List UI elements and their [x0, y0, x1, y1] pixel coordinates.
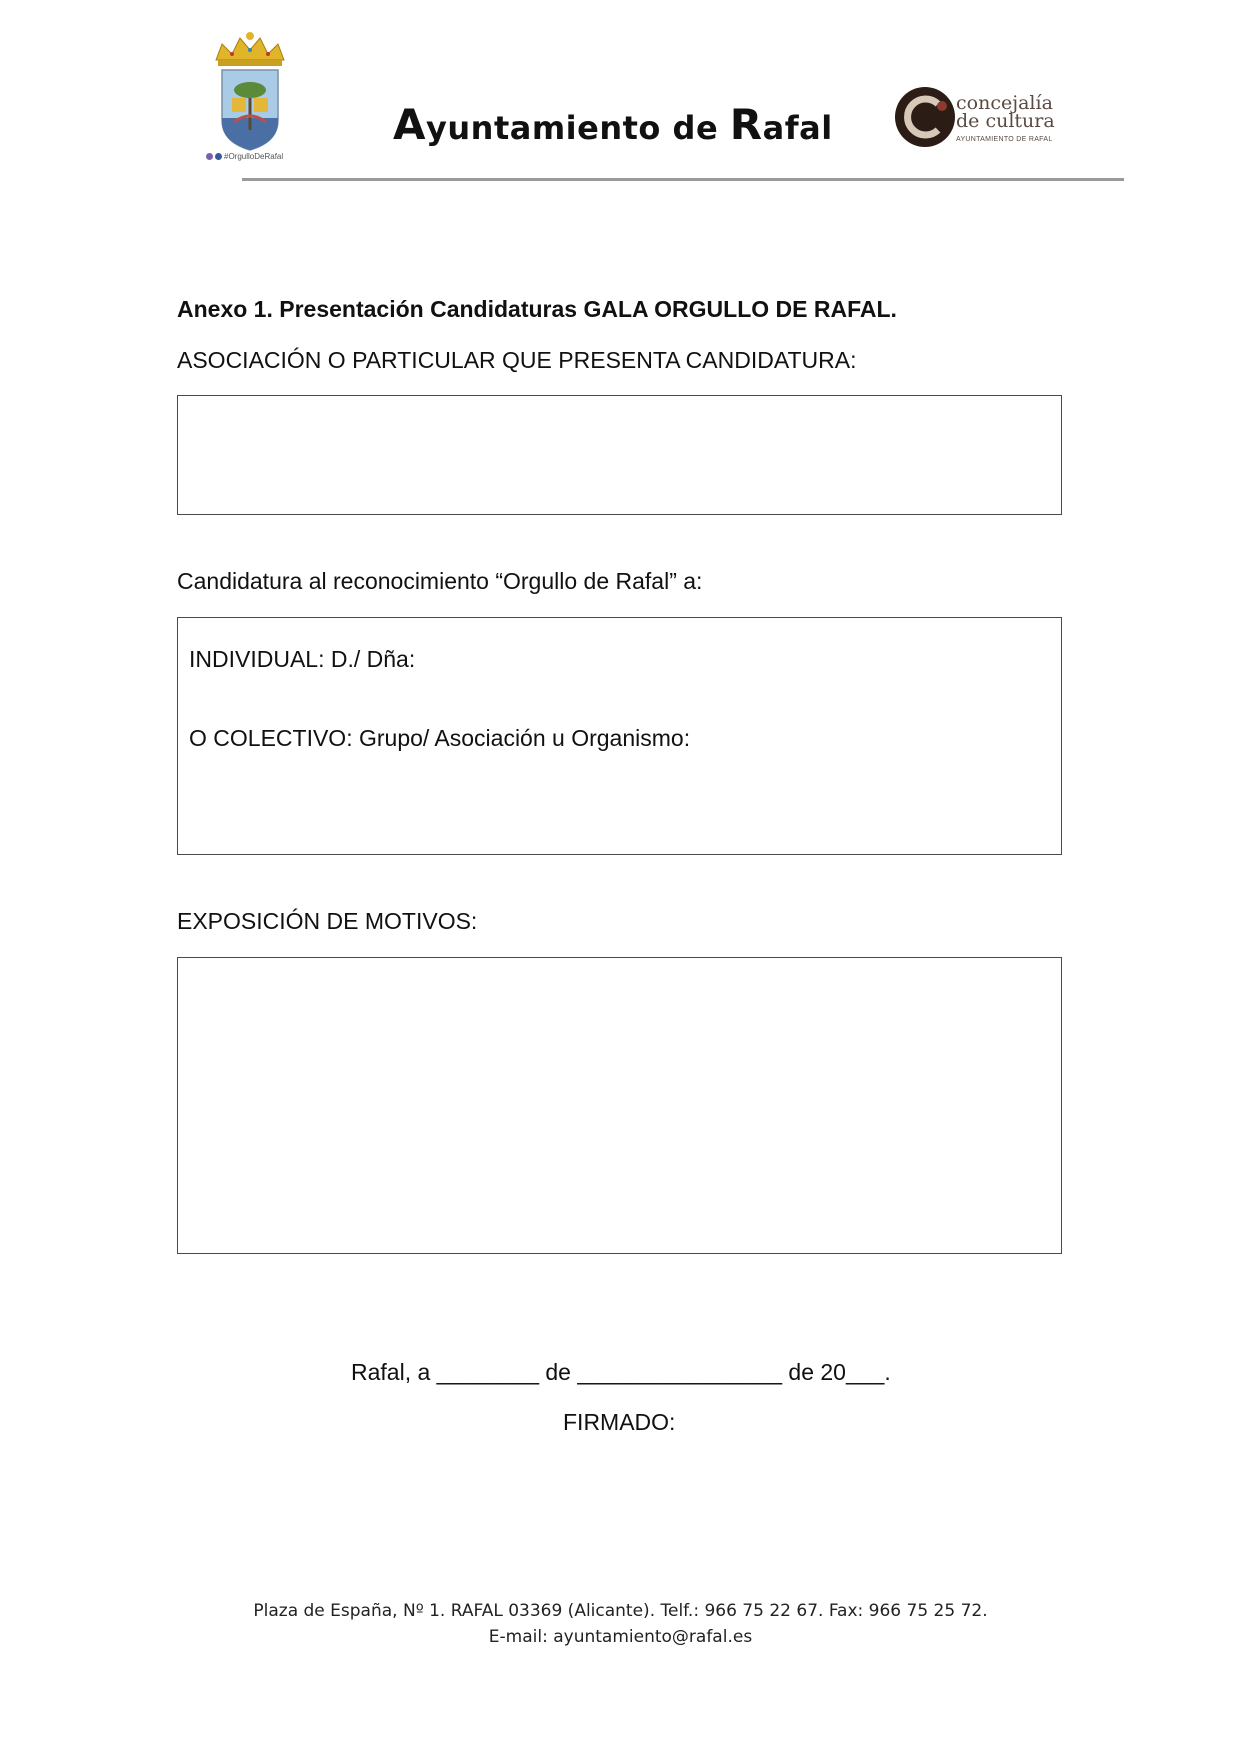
concejalia-line3: AYUNTAMIENTO DE RAFAL [956, 136, 1053, 143]
presenter-field[interactable] [177, 395, 1062, 515]
concejalia-line2: de cultura [956, 110, 1055, 132]
concejalia-wordmark [956, 94, 1055, 149]
date-line: Rafal, a ________ de ________________ de 20___. [351, 1359, 891, 1385]
page-title [393, 100, 833, 149]
collective-label: O COLECTIVO: Grupo/ Asociación u Organismo: [189, 725, 691, 751]
title-part1: yuntamiento de [426, 109, 730, 147]
annex-title: Anexo 1. Presentación Candidaturas GALA ORGULLO DE RAFAL. [177, 296, 897, 322]
footer-email: E-mail: ayuntamiento@rafal.es [488, 1627, 753, 1647]
signed-label: FIRMADO: [563, 1409, 676, 1435]
title-part2: afal [762, 109, 833, 147]
motives-label: EXPOSICIÓN DE MOTIVOS: [177, 908, 478, 934]
individual-label: INDIVIDUAL: D./ Dña: [189, 646, 416, 672]
coat-hashtag: #OrgulloDeRafal [224, 151, 284, 161]
facebook-icon [215, 153, 222, 160]
instagram-icon [206, 153, 213, 160]
title-cap-r: R [729, 100, 763, 149]
header-divider [242, 178, 1124, 181]
footer-address: Plaza de España, Nº 1. RAFAL 03369 (Alicante). Telf.: 966 75 22 67. Fax: 966 75 25 72. [253, 1601, 988, 1621]
candidacy-field[interactable] [177, 617, 1062, 855]
presenter-label: ASOCIACIÓN O PARTICULAR QUE PRESENTA CANDIDATURA: [177, 347, 857, 373]
coat-of-arms-logo [208, 30, 292, 162]
motives-field[interactable] [177, 957, 1062, 1254]
coat-caption [206, 150, 302, 162]
title-cap-a: A [393, 100, 427, 149]
concejalia-line1: concejalía [956, 92, 1053, 114]
candidacy-label: Candidatura al reconocimiento “Orgullo de Rafal” a: [177, 568, 703, 594]
